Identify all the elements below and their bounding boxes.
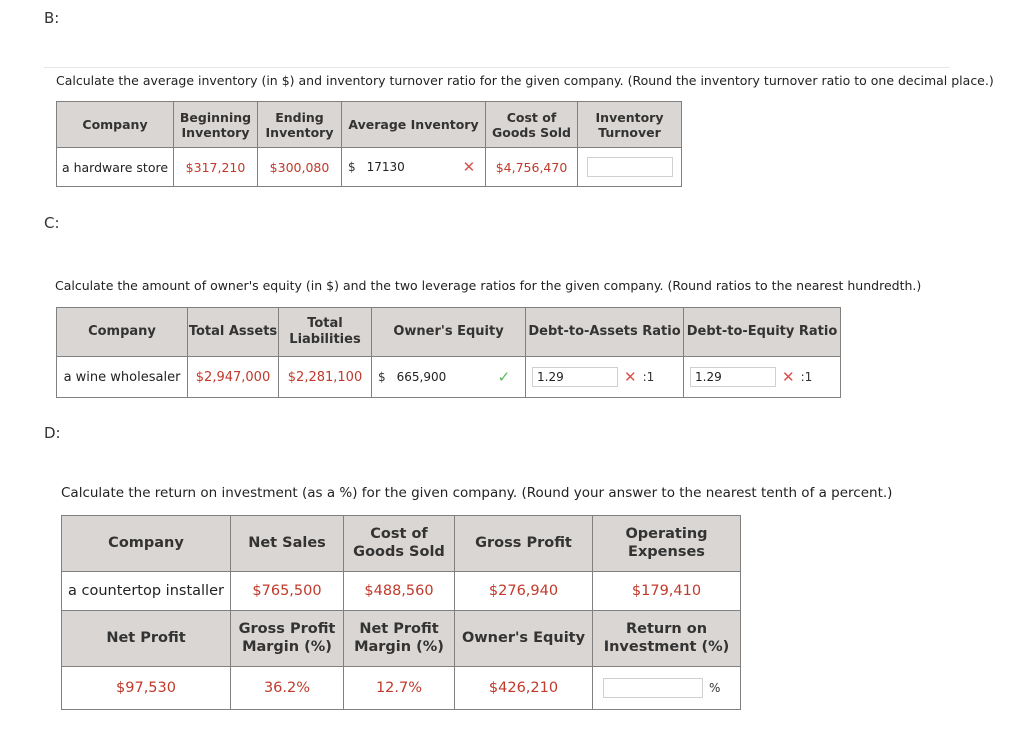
company-name: a hardware store: [57, 148, 174, 187]
header-beginning-inventory: Beginning Inventory: [174, 102, 258, 148]
section-label-b: B:: [44, 9, 60, 27]
header-ending-inventory: Ending Inventory: [258, 102, 342, 148]
roi-input[interactable]: [603, 678, 703, 698]
instruction-c: Calculate the amount of owner's equity (in $) and the two leverage ratios for the given company. (Round ratios to the nearest hundredth.): [55, 278, 922, 293]
net-profit-value: $97,530: [62, 667, 231, 710]
header-inventory-turnover: Inventory Turnover: [578, 102, 682, 148]
company-name: a wine wholesaler: [57, 357, 188, 398]
header-gross-profit-margin: Gross Profit Margin (%): [231, 611, 344, 667]
header-net-profit: Net Profit: [62, 611, 231, 667]
header-net-sales: Net Sales: [231, 516, 344, 572]
inventory-table: [56, 101, 682, 187]
section-label-d: D:: [44, 424, 61, 442]
header-cost-of-goods-sold: Cost of Goods Sold: [486, 102, 578, 148]
cost-of-goods-sold-value: $488,560: [344, 572, 455, 611]
header-total-liabilities: Total Liabilities: [279, 308, 372, 357]
header-return-on-investment: Return on Investment (%): [593, 611, 741, 667]
instruction-b: Calculate the average inventory (in $) and inventory turnover ratio for the given company. (Round the inventory turnover ratio to one decimal place.): [56, 73, 994, 88]
currency-symbol: $: [348, 160, 356, 174]
header-net-profit-margin: Net Profit Margin (%): [344, 611, 455, 667]
ratio-suffix: :1: [642, 370, 655, 384]
debt-to-assets-input[interactable]: 1.29: [532, 367, 618, 387]
divider: [44, 67, 950, 68]
debt-to-equity-input[interactable]: 1.29: [690, 367, 776, 387]
ratio-suffix: :1: [800, 370, 813, 384]
header-average-inventory: Average Inventory: [342, 102, 486, 148]
total-liabilities-value: $2,281,100: [279, 357, 372, 398]
header-debt-to-assets: Debt-to-Assets Ratio: [526, 308, 684, 357]
header-owners-equity: Owner's Equity: [455, 611, 593, 667]
beginning-inventory-value: $317,210: [174, 148, 258, 187]
operating-expenses-value: $179,410: [593, 572, 741, 611]
net-profit-margin-value: 12.7%: [344, 667, 455, 710]
ending-inventory-value: $300,080: [258, 148, 342, 187]
percent-suffix: %: [709, 681, 721, 695]
average-inventory-input[interactable]: 17130: [362, 157, 457, 177]
inventory-turnover-input[interactable]: [587, 157, 673, 177]
gross-profit-value: $276,940: [455, 572, 593, 611]
total-assets-value: $2,947,000: [188, 357, 279, 398]
header-total-assets: Total Assets: [188, 308, 279, 357]
incorrect-icon: ✕: [462, 157, 476, 176]
debt-to-equity-cell: [684, 357, 841, 398]
header-company: Company: [57, 308, 188, 357]
owners-equity-cell: [372, 357, 526, 398]
roi-cell: [593, 667, 741, 710]
company-name: a countertop installer: [62, 572, 231, 611]
header-company: Company: [57, 102, 174, 148]
header-cost-of-goods-sold: Cost of Goods Sold: [344, 516, 455, 572]
header-owners-equity: Owner's Equity: [372, 308, 526, 357]
leverage-table: [56, 307, 841, 398]
cost-of-goods-sold-value: $4,756,470: [486, 148, 578, 187]
incorrect-icon: ✕: [624, 367, 637, 386]
header-debt-to-equity: Debt-to-Equity Ratio: [684, 308, 841, 357]
inventory-turnover-cell: [578, 148, 682, 187]
currency-symbol: $: [378, 370, 386, 384]
gross-profit-margin-value: 36.2%: [231, 667, 344, 710]
net-sales-value: $765,500: [231, 572, 344, 611]
header-company: Company: [62, 516, 231, 572]
owners-equity-input[interactable]: 665,900: [392, 367, 492, 387]
roi-table: [61, 515, 741, 710]
correct-check-icon: ✓: [497, 367, 511, 386]
incorrect-icon: ✕: [782, 367, 795, 386]
debt-to-assets-cell: [526, 357, 684, 398]
section-label-c: C:: [44, 214, 60, 232]
instruction-d: Calculate the return on investment (as a %) for the given company. (Round your answer to the nearest tenth of a percent.): [61, 485, 893, 501]
owners-equity-value: $426,210: [455, 667, 593, 710]
header-gross-profit: Gross Profit: [455, 516, 593, 572]
header-operating-expenses: Operating Expenses: [593, 516, 741, 572]
average-inventory-cell: [342, 148, 486, 187]
